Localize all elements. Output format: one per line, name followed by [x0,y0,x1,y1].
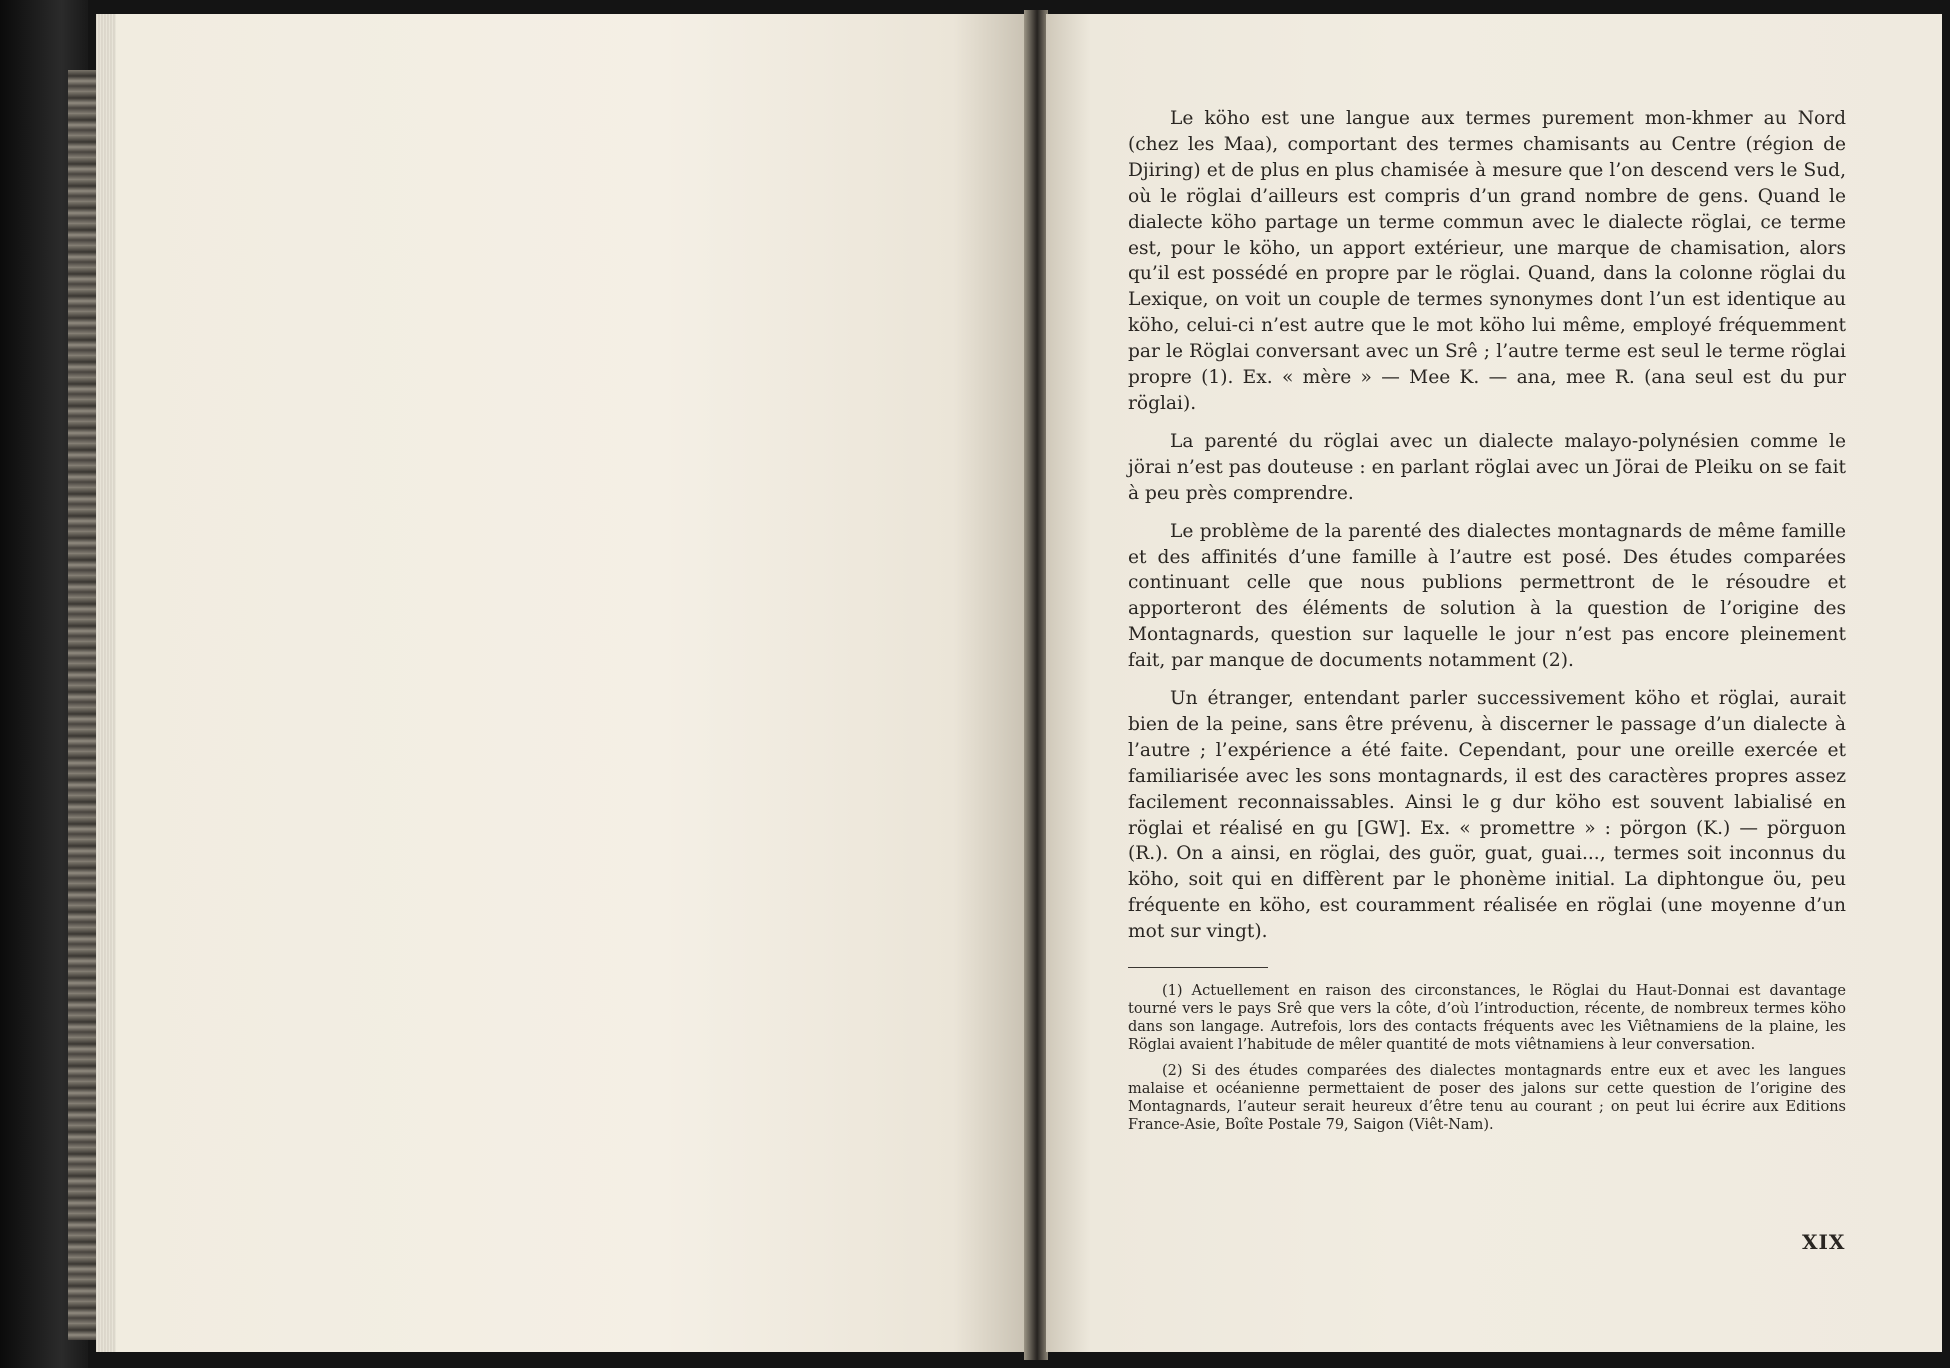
paragraph-3: Le problème de la parenté des dialectes montagnards de même famille et des affinités d’une famille à l’autre est posé. Des études comparées continuant celle que nous publions permettront de le résoudre et apporteront des éléments de solution à la question de l’origine des Montagnards, question sur laquelle le jour n’est pas encore pleinement fait, par manque de documents notamment (2). [1128,520,1846,672]
paragraph-4: Un étranger, entendant parler successivement köho et röglai, aurait bien de la peine, sans être prévenu, à discerner le passage d’un dialecte à l’autre ; l’expérience a été faite. Cependant, pour une oreille exercée et familiarisée avec les sons montagnards, il est des caractères propres assez facilement reconnaissables. Ainsi le g dur köho est souvent labialisé en röglai et réalisé en gu [GW]. Ex. « promettre » : pörgon (K.) — pörguon (R.). On a ainsi, en röglai, des guör, guat, guai..., termes soit inconnus du köho, soit qui en diffèrent par le phonème initial. La diphtongue öu, peu fréquente en köho, est couramment réalisée en röglai (une moyenne d’un mot sur vingt). [1128,688,1846,943]
page-number: XIX [1802,1230,1846,1254]
page-text-block [1128,106,1846,1142]
paragraph-2: La parenté du röglai avec un dialecte malayo-polynésien comme le jörai n’est pas douteuse : en parlant röglai avec un Jörai de Pleiku on se fait à peu près comprendre. [1128,430,1846,504]
footnote-2: (2) Si des études comparées des dialectes montagnards entre eux et avec les langues malaise et océanienne permettaient de poser des jalons sur cette question de l’origine des Montagnards, l’auteur serait heureux d’être tenu au courant ; on peut lui écrire aux Editions France-Asie, Boîte Postale 79, Saigon (Viêt-Nam). [1128,1063,1846,1134]
paragraph-1: Le köho est une langue aux termes purement mon-khmer au Nord (chez les Maa), comportant des termes chamisants au Centre (région de Djiring) et de plus en plus chamisée à mesure que l’on descend vers le Sud, où le röglai d’ailleurs est compris d’un grand nombre de gens. Quand le dialecte köho partage un terme commun avec le dialecte röglai, ce terme est, pour le köho, un apport extérieur, une marque de chamisation, alors qu’il est possédé en propre par le röglai. Quand, dans la colonne röglai du Lexique, on voit un couple de termes synonymes dont l’un est identique au köho, celui-ci n’est autre que le mot köho lui même, employé fréquemment par le Röglai conversant avec un Srê ; l’autre terme est seul le terme röglai propre (1). Ex. « mère » — Mee K. — ana, mee R. (ana seul est du pur röglai). [1128,108,1846,414]
book-spine-binding [68,70,98,1340]
page-edges [96,14,118,1352]
footnote-1: (1) Actuellement en raison des circonstances, le Röglai du Haut-Donnai est davantage tourné vers le pays Srê que vers la côte, d’où l’introduction, récente, de nombreux termes köho dans son langage. Autrefois, lors des contacts fréquents avec les Viêtnamiens de la plaine, les Röglai avaient l’habitude de mêler quantité de mots viêtnamiens à leur conversation. [1128,983,1846,1054]
left-page-blank [116,14,1026,1352]
book-gutter [1024,10,1048,1360]
footnote-separator [1128,967,1268,968]
